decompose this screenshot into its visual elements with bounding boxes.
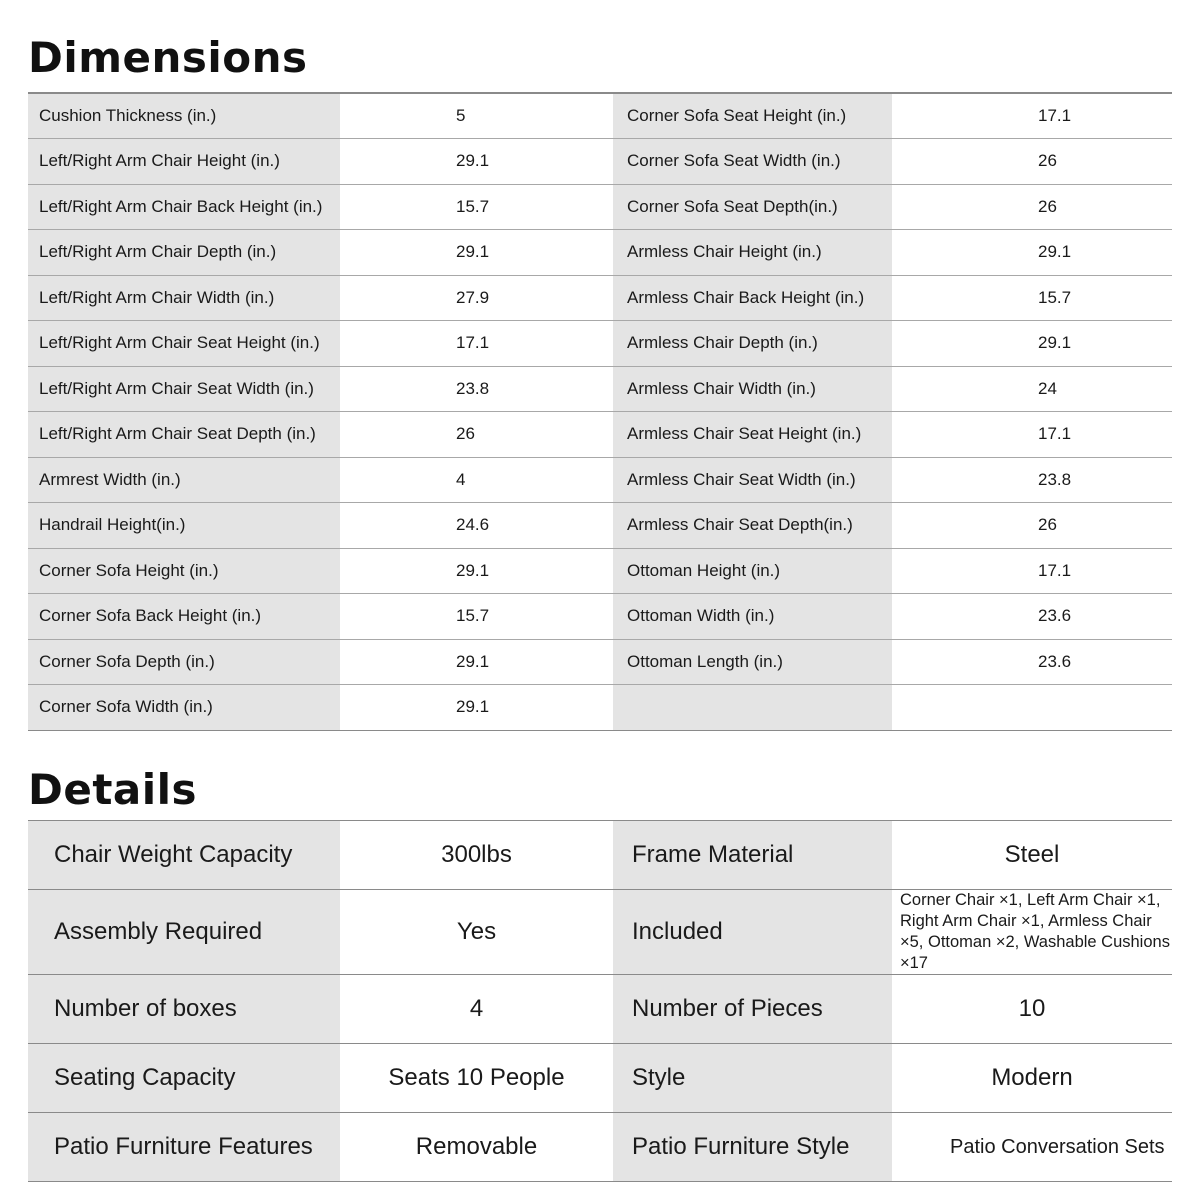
spec-value: Yes	[340, 890, 613, 975]
spec-value: 300lbs	[340, 821, 613, 890]
details-heading: Details	[28, 765, 198, 814]
spec-value: 17.1	[892, 412, 1172, 458]
spec-value: 29.1	[340, 685, 613, 731]
details-table	[28, 820, 1172, 1182]
spec-value: 24	[892, 366, 1172, 412]
spec-label: Armless Chair Back Height (in.)	[613, 275, 892, 321]
table-row	[28, 139, 1172, 185]
spec-value: 15.7	[340, 594, 613, 640]
spec-label: Left/Right Arm Chair Seat Depth (in.)	[28, 412, 340, 458]
table-row	[28, 457, 1172, 503]
dimensions-heading: Dimensions	[28, 33, 308, 82]
spec-label: Ottoman Length (in.)	[613, 639, 892, 685]
spec-value: 29.1	[340, 230, 613, 276]
spec-label: Corner Sofa Back Height (in.)	[28, 594, 340, 640]
spec-value: Seats 10 People	[340, 1044, 613, 1113]
table-row	[28, 685, 1172, 731]
table-row	[28, 975, 1172, 1044]
table-row	[28, 321, 1172, 367]
spec-label: Number of Pieces	[613, 975, 892, 1044]
spec-label: Armless Chair Seat Depth(in.)	[613, 503, 892, 549]
spec-label: Corner Sofa Depth (in.)	[28, 639, 340, 685]
spec-label: Included	[613, 890, 892, 975]
spec-value: 15.7	[892, 275, 1172, 321]
spec-label: Assembly Required	[28, 890, 340, 975]
spec-value: 27.9	[340, 275, 613, 321]
spec-label: Corner Sofa Seat Depth(in.)	[613, 184, 892, 230]
table-row	[28, 93, 1172, 139]
spec-label: Left/Right Arm Chair Seat Height (in.)	[28, 321, 340, 367]
spec-label: Left/Right Arm Chair Width (in.)	[28, 275, 340, 321]
spec-value: Corner Chair ×1, Left Arm Chair ×1, Right Arm Chair ×1, Armless Chair ×5, Ottoman ×2, Washable Cushions ×17	[892, 890, 1172, 975]
spec-value: 23.6	[892, 594, 1172, 640]
spec-value: 29.1	[892, 230, 1172, 276]
spec-value: 29.1	[892, 321, 1172, 367]
spec-value	[892, 685, 1172, 731]
spec-value: 24.6	[340, 503, 613, 549]
spec-value: Removable	[340, 1113, 613, 1182]
spec-value: 23.6	[892, 639, 1172, 685]
spec-value: 17.1	[892, 93, 1172, 139]
spec-label: Armless Chair Depth (in.)	[613, 321, 892, 367]
spec-value: 17.1	[340, 321, 613, 367]
spec-value: 29.1	[340, 548, 613, 594]
spec-label: Ottoman Width (in.)	[613, 594, 892, 640]
table-row	[28, 1113, 1172, 1182]
table-row	[28, 366, 1172, 412]
table-row	[28, 412, 1172, 458]
spec-value: 4	[340, 457, 613, 503]
spec-label: Corner Sofa Seat Width (in.)	[613, 139, 892, 185]
spec-label: Style	[613, 1044, 892, 1113]
spec-value: 5	[340, 93, 613, 139]
spec-label: Chair Weight Capacity	[28, 821, 340, 890]
spec-value: 17.1	[892, 548, 1172, 594]
spec-label: Frame Material	[613, 821, 892, 890]
spec-label: Left/Right Arm Chair Depth (in.)	[28, 230, 340, 276]
spec-label: Corner Sofa Seat Height (in.)	[613, 93, 892, 139]
spec-label: Patio Furniture Features	[28, 1113, 340, 1182]
spec-value: 10	[892, 975, 1172, 1044]
table-row	[28, 275, 1172, 321]
spec-label: Patio Furniture Style	[613, 1113, 892, 1182]
spec-value: 29.1	[340, 139, 613, 185]
spec-value: 23.8	[340, 366, 613, 412]
spec-label	[613, 685, 892, 731]
table-row	[28, 503, 1172, 549]
spec-label: Handrail Height(in.)	[28, 503, 340, 549]
spec-label: Number of boxes	[28, 975, 340, 1044]
spec-label: Corner Sofa Height (in.)	[28, 548, 340, 594]
spec-value: 26	[892, 184, 1172, 230]
spec-value: Modern	[892, 1044, 1172, 1113]
spec-value: 15.7	[340, 184, 613, 230]
spec-value: 26	[340, 412, 613, 458]
spec-label: Armless Chair Width (in.)	[613, 366, 892, 412]
spec-label: Left/Right Arm Chair Back Height (in.)	[28, 184, 340, 230]
spec-value: 4	[340, 975, 613, 1044]
spec-value: 26	[892, 503, 1172, 549]
spec-label: Left/Right Arm Chair Height (in.)	[28, 139, 340, 185]
table-row	[28, 890, 1172, 975]
spec-label: Armless Chair Height (in.)	[613, 230, 892, 276]
dimensions-table	[28, 92, 1172, 731]
spec-label: Armrest Width (in.)	[28, 457, 340, 503]
spec-label: Cushion Thickness (in.)	[28, 93, 340, 139]
spec-label: Ottoman Height (in.)	[613, 548, 892, 594]
table-row	[28, 184, 1172, 230]
spec-value: Patio Conversation Sets	[892, 1113, 1172, 1182]
spec-value: Steel	[892, 821, 1172, 890]
table-row	[28, 639, 1172, 685]
table-row	[28, 821, 1172, 890]
spec-label: Seating Capacity	[28, 1044, 340, 1113]
spec-label: Armless Chair Seat Width (in.)	[613, 457, 892, 503]
spec-label: Left/Right Arm Chair Seat Width (in.)	[28, 366, 340, 412]
spec-value: 23.8	[892, 457, 1172, 503]
table-row	[28, 230, 1172, 276]
table-row	[28, 594, 1172, 640]
table-row	[28, 548, 1172, 594]
table-row	[28, 1044, 1172, 1113]
spec-value: 26	[892, 139, 1172, 185]
spec-label: Corner Sofa Width (in.)	[28, 685, 340, 731]
spec-value: 29.1	[340, 639, 613, 685]
spec-label: Armless Chair Seat Height (in.)	[613, 412, 892, 458]
